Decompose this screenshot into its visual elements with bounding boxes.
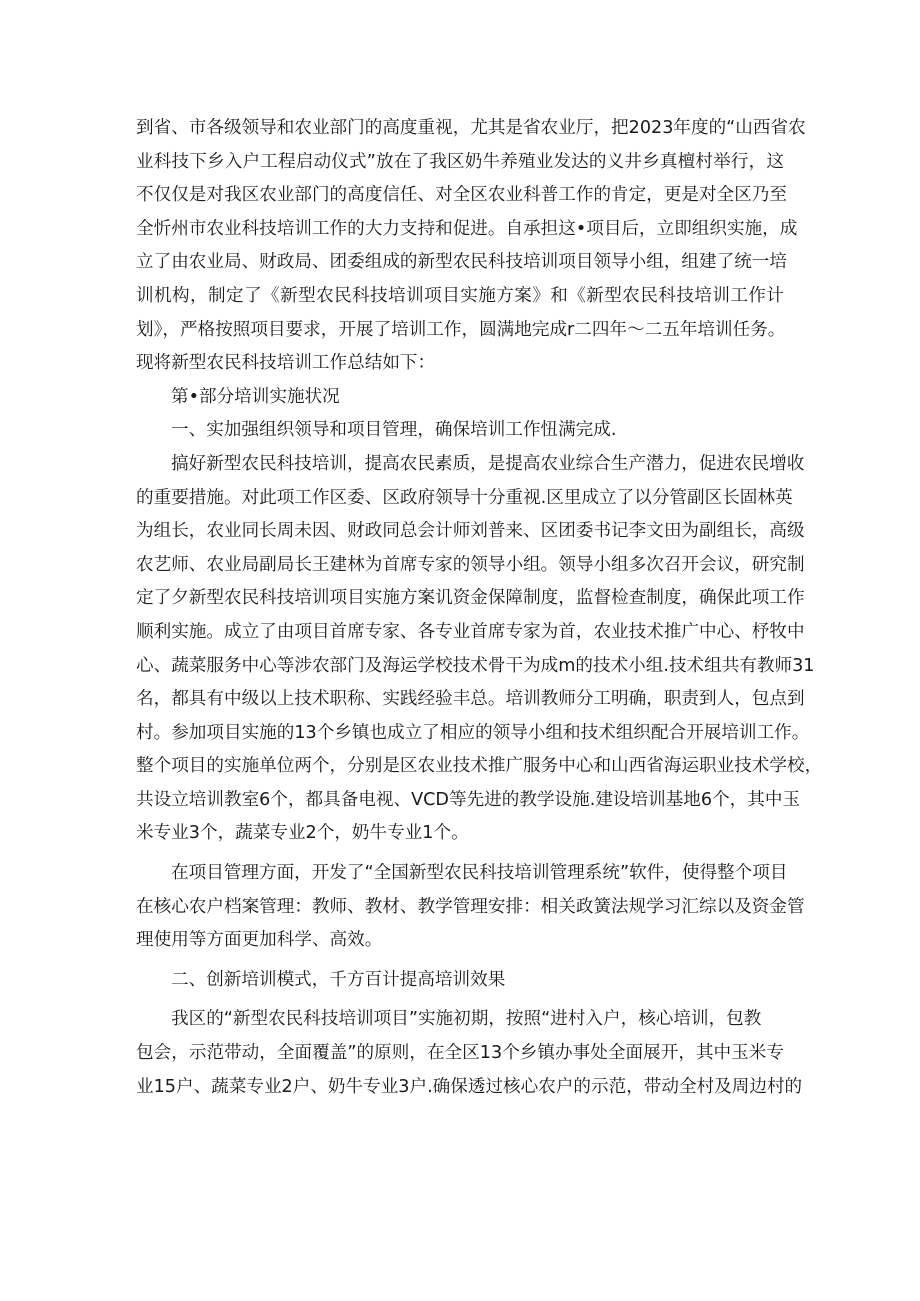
text-line: 定了夕新型农民科技培训项目实施方案讥资金保障制度，监督检查制度，确保此项工作 <box>136 588 805 609</box>
document-body <box>136 112 823 1104</box>
text-line: 为组长，农业同长周未因、财政同总会计师刘普来、区团委书记李文田为副组长，高级 <box>136 521 805 542</box>
text-line: 在核心农户档案管理：教师、教材、教学管理安排：相关政簧法规学习汇综以及资金管 <box>136 896 805 917</box>
paragraph-training-mode <box>136 1003 803 1104</box>
text-line: 心、蔬菜服务中心等涉农部门及海运学校技术骨干为成m的技术小组.技术组共有教师31 <box>136 655 815 676</box>
heading-line: 一、实加强组织领导和项目管理，确保培训工作忸满完成. <box>171 420 617 441</box>
text-line: 搞好新型农民科技培训，提高农民素质，是提高农业综合生产潜力，促进农民增收 <box>171 453 805 474</box>
text-line: 整个项目的实施单位两个，分别是区农业技术推广服务中心和山西省海运职业技术学校， <box>136 756 823 777</box>
text-line: 划》，严格按照项目要求，开展了培训工作，圆满地完成r二四年〜二五年培训任务。 <box>136 319 786 340</box>
subsection-heading-1 <box>136 414 784 448</box>
text-line: 在项目管理方面，开发了“全国新型农民科技培训管理系统”软件，使得整个项目 <box>171 863 788 884</box>
heading-line: 二、创新培训模式，千方百计提高培训效果 <box>171 969 506 990</box>
paragraph-organization <box>136 448 823 851</box>
text-line: 我区的“新型农民科技培训项目”实施初期，按照“进村入户，核心培训，包教 <box>171 1009 762 1030</box>
paragraph-management <box>136 857 805 958</box>
text-line: 的重要措施。对此项工作区委、区政府领导十分重视.区里成立了以分管副区长固林英 <box>136 487 793 508</box>
text-line: 理使用等方面更加科学、高效。 <box>136 930 383 951</box>
text-line: 业科技下乡入户工程启动仪式”放在了我区奶牛养殖业发达的义井乡真檀村举行，这 <box>136 151 784 172</box>
text-line: 现将新型农民科技培训工作总结如下： <box>136 353 436 374</box>
heading-line: 第•部分培训实施状况 <box>171 386 340 407</box>
text-line: 到省、市各级领导和农业部门的高度重视，尤其是省农业厅，把2023年度的“山西省农 <box>136 118 806 138</box>
text-line: 农艺师、农业局副局长王建林为首席专家的领导小组。领导小组多次召开会议，研究制 <box>136 554 805 575</box>
text-line: 顺利实施。成立了由项目首席专家、各专业首席专家为首，农业技术推广中心、杼牧中 <box>136 621 805 642</box>
text-line: 不仅仅是对我区农业部门的高度信任、对全区农业科普工作的肯定，更是对全区乃至 <box>136 185 787 206</box>
text-line: 立了由农业局、财政局、团委组成的新型农民科技培训项目领导小组，组建了统一培 <box>136 252 787 273</box>
text-line: 共设立培训教室6个，都具备电视、VCD等先进的教学设施.建设培训基地6个，其中玉 <box>136 789 801 810</box>
section-heading-part-one <box>136 381 784 415</box>
text-line: 村。参加项目实施的13个乡镇也成立了相应的领导小组和技术组织配合开展培训工作。 <box>136 722 810 743</box>
text-line: 全忻州市农业科技培训工作的大力支持和促进。自承担这•项目后，立即组织实施，成 <box>136 218 798 239</box>
text-line: 业15户、蔬菜专业2户、奶牛专业3户.确保透过核心农户的示范，带动全村及周边村的 <box>136 1076 803 1097</box>
paragraph-intro <box>136 112 806 381</box>
text-line: 包会，示范带动，全面覆盖”的原则，在全区13个乡镇办事处全面展开，其中玉米专 <box>136 1043 784 1064</box>
text-line: 名，都具有中级以上技术职称、实践经验丰总。培训教师分工明确，职责到人，包点到 <box>136 689 805 710</box>
text-line: 训机构，制定了《新型农民科技培训项目实施方案》和《新型农民科技培训工作计 <box>136 285 784 306</box>
subsection-heading-2 <box>136 964 784 998</box>
text-line: 米专业3个，蔬菜专业2个，奶牛专业1个。 <box>136 823 469 844</box>
